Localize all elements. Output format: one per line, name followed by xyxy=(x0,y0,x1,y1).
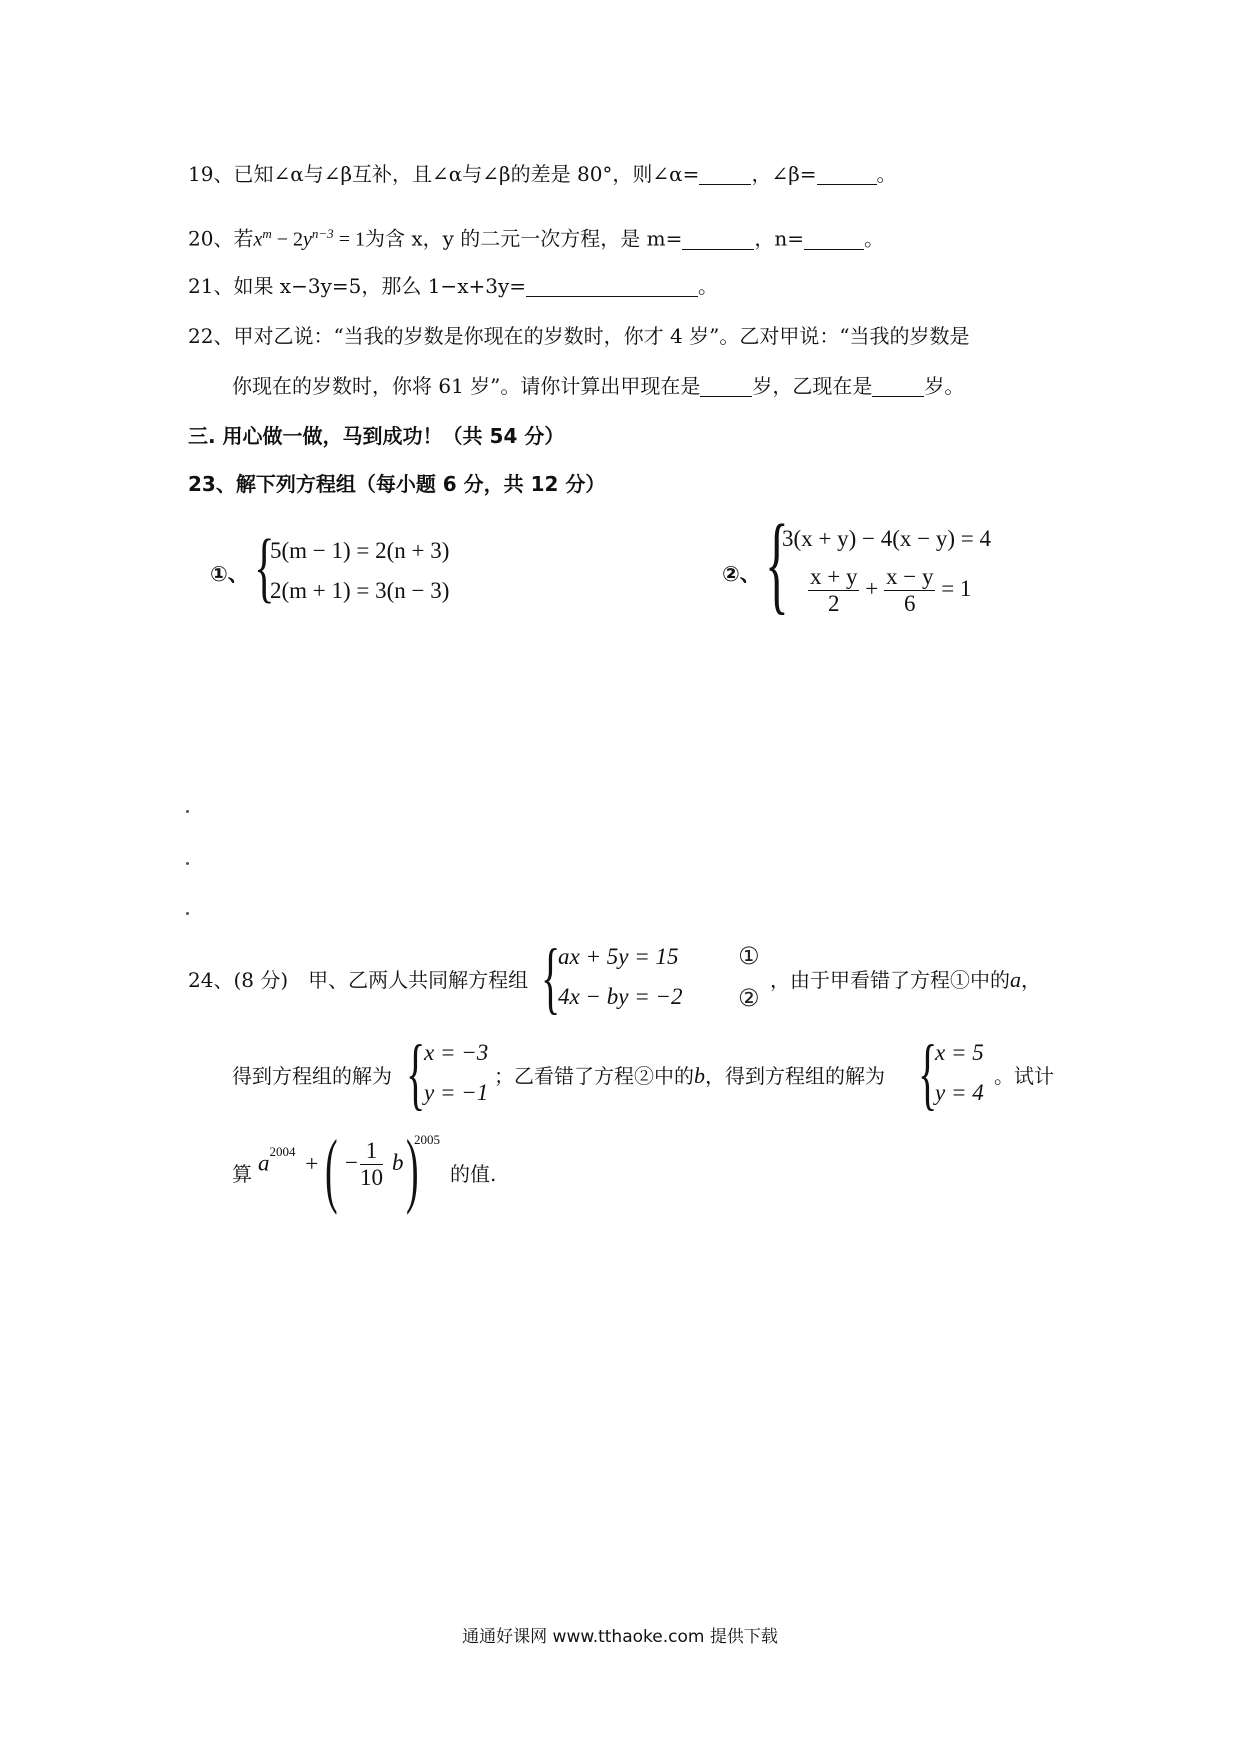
q24-system-brace: { xyxy=(541,934,561,1022)
q23-part2-eq2 xyxy=(808,564,971,617)
q24-expression xyxy=(258,1144,319,1177)
q24-solution2-brace: { xyxy=(918,1030,938,1118)
question-20 xyxy=(188,220,884,254)
q22-line2-b: 岁，乙现在是 xyxy=(752,374,873,398)
q24-mark-1: ① xyxy=(738,942,760,970)
q21-blank[interactable] xyxy=(526,274,698,297)
q20-text-b: ，n= xyxy=(754,226,804,251)
q24-expr-exp-2005: 2005 xyxy=(414,1132,440,1147)
q24-system-eq2: 4x − by = −2 xyxy=(558,984,683,1009)
q23-part2-frac1-num: x + y xyxy=(810,564,858,589)
q24-solution2-eq1: x = 5 xyxy=(935,1040,984,1065)
question-19 xyxy=(188,160,897,188)
q24-line2-a: 得到方程组的解为 xyxy=(232,1064,392,1088)
q20-minus2: − 2 xyxy=(271,228,304,251)
scan-dot xyxy=(186,810,189,813)
q20-y: y xyxy=(303,228,312,251)
q20-x: x xyxy=(253,228,263,251)
q23-part1-eq2: 2(m + 1) = 3(n − 3) xyxy=(270,578,450,603)
q23-part2-frac2-den: 6 xyxy=(903,591,916,616)
q24-system-eq1: ax + 5y = 15 xyxy=(558,944,679,969)
q24-expr-frac-den: 10 xyxy=(360,1165,383,1190)
q20-text: 为含 x，y 的二元一次方程，是 m= xyxy=(364,226,683,251)
q23-part1-label: ①、 xyxy=(210,562,249,586)
q24-expr-exp-2004: 2004 xyxy=(269,1144,296,1159)
question-24-prefix: 24、(8 分) 甲、乙两人共同解方程组 xyxy=(188,968,529,992)
q20-eq1: = 1 xyxy=(333,228,365,251)
q24-line2-c: ，得到方程组的解为 xyxy=(705,1064,885,1088)
q23-part2-frac2-num: x − y xyxy=(885,564,934,589)
q23-part2-plus: + xyxy=(865,575,879,601)
q23-part2-label: ②、 xyxy=(722,562,761,586)
q24-expr-a: a xyxy=(258,1150,270,1176)
q19-text-c: 。 xyxy=(876,162,897,186)
q24-expr-right-paren: ) xyxy=(406,1123,419,1216)
q24-line1-tail xyxy=(770,966,1041,994)
q24-var-a: a xyxy=(1010,967,1021,992)
q24-expr-fraction xyxy=(360,1138,383,1191)
q23-part2-frac1 xyxy=(808,564,859,617)
q24-solution1-brace: { xyxy=(406,1030,426,1118)
q21-text: 21、如果 x−3y=5，那么 1−x+3y= xyxy=(188,274,527,298)
q22-line2-a: 你现在的岁数时，你将 61 岁”。请你计算出甲现在是 xyxy=(232,374,701,398)
question-22-line-2 xyxy=(232,372,964,400)
q23-part1-brace: { xyxy=(254,523,275,610)
q23-part2-eq1: 3(x + y) − 4(x − y) = 4 xyxy=(782,526,992,551)
q23-part1-eq1: 5(m − 1) = 2(n + 3) xyxy=(270,538,450,563)
q21-end: 。 xyxy=(698,274,719,298)
q24-line2-d: 。试计 xyxy=(994,1064,1054,1088)
question-23-title: 23、解下列方程组（每小题 6 分，共 12 分） xyxy=(188,472,606,496)
scan-dot xyxy=(186,862,189,865)
q22-blank-jia[interactable] xyxy=(700,374,752,397)
q19-text-b: ，∠β= xyxy=(751,162,817,186)
q24-solution2-eq2: y = 4 xyxy=(935,1080,984,1105)
q24-expr-frac xyxy=(360,1138,383,1191)
q20-text-c: 。 xyxy=(863,226,884,251)
q24-after-a: ， xyxy=(1021,968,1041,992)
q24-expr-frac-num: 1 xyxy=(360,1138,383,1165)
q20-exp-m: m xyxy=(262,226,272,241)
q24-line2-middle xyxy=(494,1062,885,1090)
q23-part2-frac1-den: 2 xyxy=(827,591,840,616)
q24-line3 xyxy=(232,1160,252,1188)
q24-solution1-eq2: y = −1 xyxy=(424,1080,489,1105)
q20-blank-m[interactable] xyxy=(682,227,754,250)
scan-dot xyxy=(186,912,189,915)
q20-prefix: 20、若 xyxy=(188,226,254,251)
q24-mark-2: ② xyxy=(738,984,760,1012)
question-22-line-1: 22、甲对乙说：“当我的岁数是你现在的岁数时，你才 4 岁”。乙对甲说：“当我的岁数是 xyxy=(188,324,970,348)
page-footer: 通通好课网 www.tthaoke.com 提供下载 xyxy=(462,1627,778,1647)
q24-expr-b: b xyxy=(392,1150,404,1175)
q23-part2-brace: { xyxy=(765,502,789,624)
question-21 xyxy=(188,272,718,300)
q24-after-system: ，由于甲看错了方程①中的 xyxy=(770,968,1010,992)
q24-line3-a: 算 xyxy=(232,1162,252,1186)
q24-line2-b: ；乙看错了方程②中的 xyxy=(494,1064,694,1088)
q23-part2-eq-end: = 1 xyxy=(941,575,972,601)
q24-expr-left-paren: ( xyxy=(325,1123,338,1216)
q24-line3-end: 的值. xyxy=(450,1162,497,1186)
q22-blank-yi[interactable] xyxy=(872,374,924,397)
q20-blank-n[interactable] xyxy=(804,227,864,250)
q24-expr-minus: − xyxy=(345,1150,358,1175)
section-3-title: 三. 用心做一做，马到成功！（共 54 分） xyxy=(188,424,565,448)
q20-exp-n3: n−3 xyxy=(311,226,334,241)
q19-text-a: 19、已知∠α与∠β互补，且∠α与∠β的差是 80°，则∠α= xyxy=(188,162,700,186)
q19-blank-alpha[interactable] xyxy=(699,162,751,185)
q22-line2-c: 岁。 xyxy=(924,374,965,398)
q24-solution1-eq1: x = −3 xyxy=(424,1040,489,1065)
q19-blank-beta[interactable] xyxy=(817,162,877,185)
q24-expr-plus: + xyxy=(305,1150,319,1176)
q24-var-b: b xyxy=(694,1063,705,1088)
q23-part2-frac2 xyxy=(884,564,935,617)
